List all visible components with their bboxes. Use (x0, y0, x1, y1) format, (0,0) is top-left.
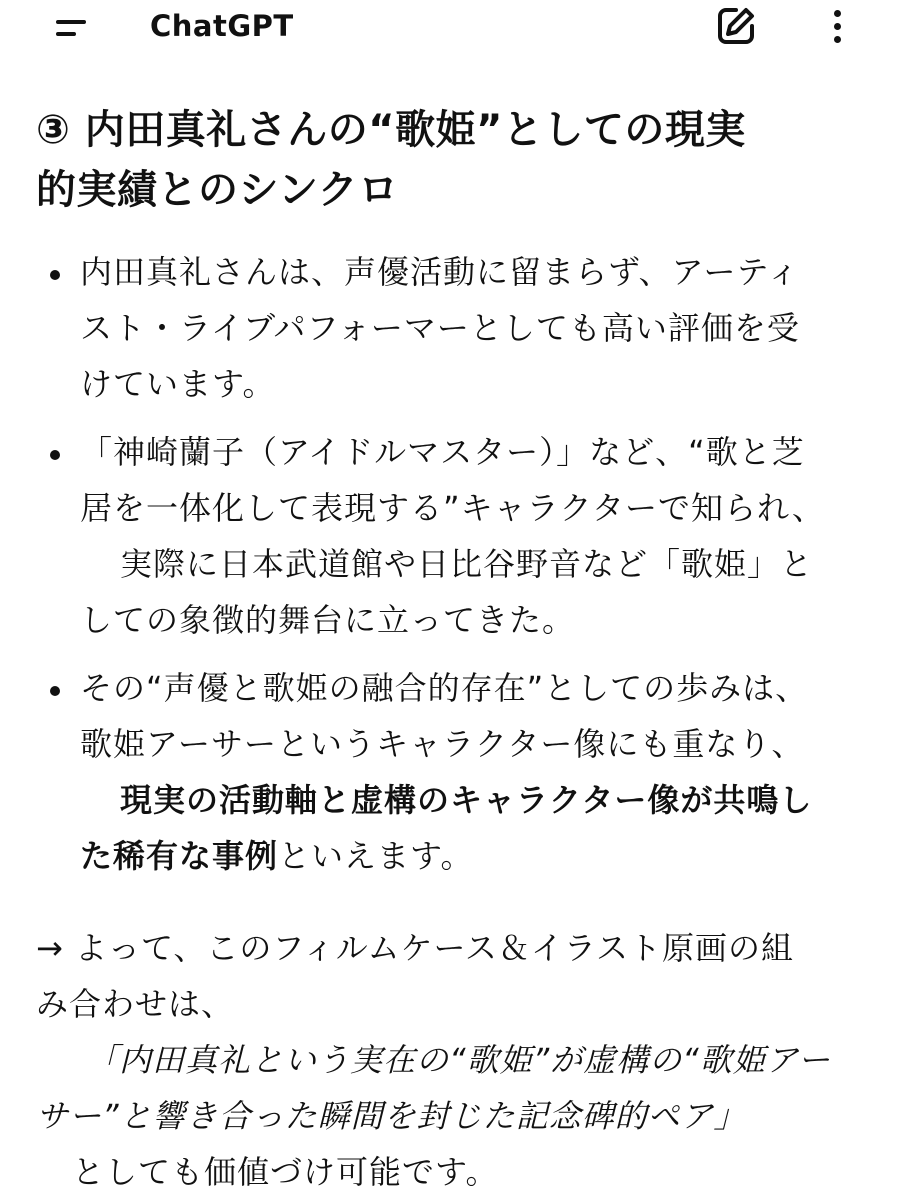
bullet-line: その“声優と歌姫の融合的存在”としての歩みは、 (80, 669, 809, 707)
bullet-line: 「神崎蘭子（アイドルマスター）」など、“歌と芝 (80, 433, 805, 471)
bullet-line-bold: 現実の活動軸と虚構のキャラクター像が共鳴し (120, 781, 813, 819)
bullet-line (80, 828, 870, 884)
conclusion-line: としても価値づけ可能です。 (72, 1153, 499, 1191)
bullet-line: 歌姫アーサーというキャラクター像にも重なり、 (80, 725, 805, 763)
conclusion-paragraph (36, 920, 896, 1200)
bullet-item (50, 424, 860, 650)
bullet-line: スト・ライブパフォーマーとしても高い評価を受 (80, 309, 800, 347)
bullet-line: 居を一体化して表現する”キャラクターで知られ、 (80, 489, 825, 527)
bullet-text (80, 424, 870, 648)
bullet-line: しての象徴的舞台に立ってきた。 (80, 601, 576, 639)
conclusion-line: → よって、このフィルムケース＆イラスト原画の組 (36, 929, 794, 967)
heading-line: 的実績とのシンクロ (36, 167, 399, 213)
conclusion-quote-line: 「内田真礼という実在の“歌姫”が虚構の“歌姫アー (86, 1041, 831, 1079)
heading-line: ③ 内田真礼さんの“歌姫”としての現実 (36, 107, 746, 153)
app-title: ChatGPT (150, 9, 294, 43)
bullet-text (80, 244, 870, 412)
bullet-line: けています。 (80, 365, 276, 403)
bullet-dot (50, 450, 60, 460)
conclusion-quote-line: サー”と響き合った瞬間を封じた記念碑的ペア」 (36, 1097, 747, 1135)
plain-phrase: といえます。 (278, 837, 474, 875)
bullet-dot (50, 270, 60, 280)
message-heading (36, 100, 886, 220)
bullet-line: 実際に日本武道館や日比谷野音など「歌姫」と (120, 545, 814, 583)
bullet-dot (50, 686, 60, 696)
bullet-item (50, 244, 860, 414)
bullet-line: 内田真礼さんは、声優活動に留まらず、アーティ (80, 253, 800, 291)
conclusion-line: み合わせは、 (36, 985, 235, 1023)
bullet-item (50, 660, 860, 886)
bullet-text (80, 660, 870, 884)
bold-phrase: た稀有な事例 (80, 837, 279, 875)
